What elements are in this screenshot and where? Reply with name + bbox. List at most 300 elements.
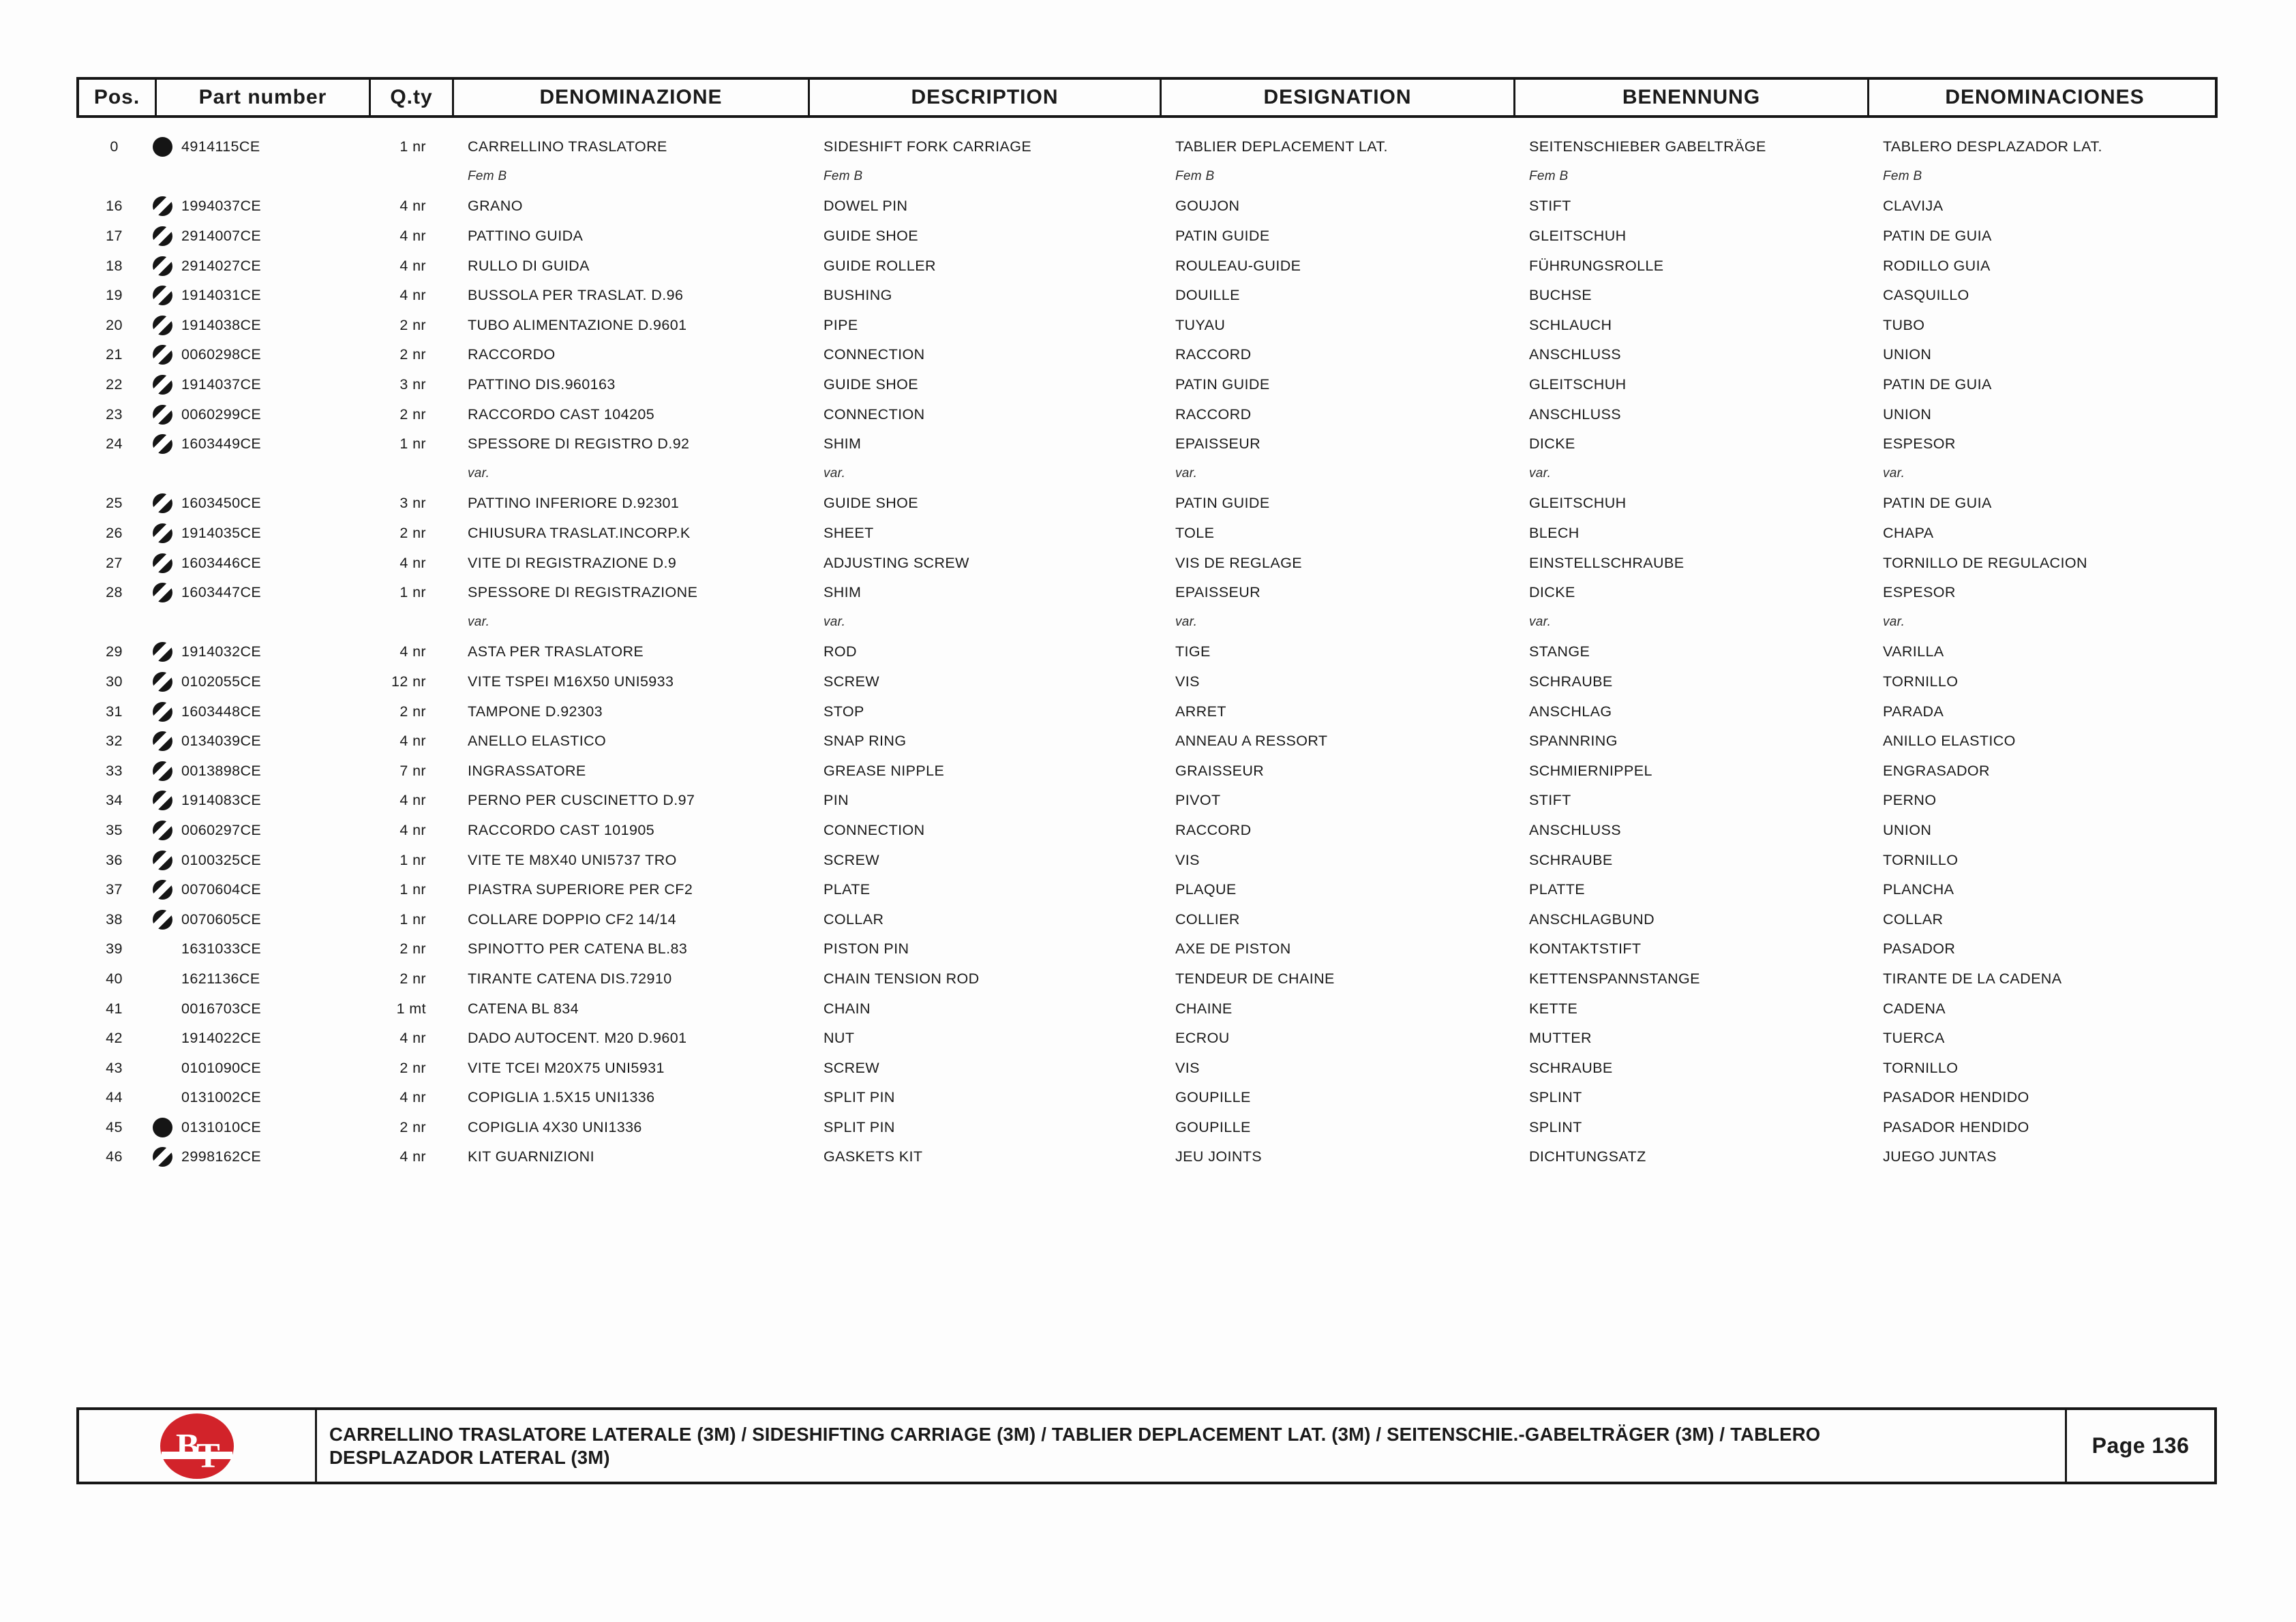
row-name-german: SCHMIERNIPPEL [1529,762,1652,779]
table-row [76,1024,2218,1054]
row-name-french: TUYAU [1175,316,1226,333]
part-number-text: 1603448CE [181,703,262,720]
row-pos: 0 [110,138,119,155]
row-part-number [152,1118,366,1137]
table-row [76,251,2218,281]
part-number-text: 0060299CE [181,406,262,423]
row-name-italian: COPIGLIA 1.5X15 UNI1336 [468,1089,655,1106]
row-qty: 4 nr [399,792,426,809]
row-name-english: NUT [824,1030,855,1047]
row-pos: 40 [106,970,123,987]
row-name-french: RACCORD [1175,406,1252,423]
slashed-circle-icon [153,405,172,425]
slashed-circle-icon [153,523,172,543]
row-pos: 32 [106,733,123,750]
row-part-number [152,196,366,216]
table-row [76,399,2218,429]
row-name-english: GASKETS KIT [824,1148,923,1165]
slashed-circle-icon [153,1147,172,1167]
row-qty: 2 nr [399,406,426,423]
row-qty: 2 nr [399,1118,426,1135]
row-name-italian: TIRANTE CATENA DIS.72910 [468,970,672,987]
part-number-text: 0101090CE [181,1059,262,1076]
part-number-text: 1914037CE [181,376,262,393]
row-pos: 35 [106,821,123,838]
row-pos: 45 [106,1118,123,1135]
row-qty: 4 nr [399,287,426,304]
row-name-english: SCREW [824,1059,880,1076]
row-name-french: JEU JOINTS [1175,1148,1263,1165]
row-pos: 22 [106,376,123,393]
row-pos: 33 [106,762,123,779]
part-number-text: 0013898CE [181,762,262,779]
column-header-denominazione: DENOMINAZIONE [452,80,808,115]
row-name-spanish: PERNO [1883,792,1937,809]
row-name-italian: PATTINO DIS.960163 [468,376,616,393]
row-name-french: RACCORD [1175,821,1252,838]
row-name-english: CONNECTION [824,821,925,838]
slashed-circle-icon [153,434,172,454]
row-qty: 4 nr [399,257,426,274]
row-name-italian: RACCORDO CAST 104205 [468,406,655,423]
row-name-german: MUTTER [1529,1030,1592,1047]
row-name-english: SHIM [824,584,862,601]
row-name-german: EINSTELLSCHRAUBE [1529,554,1685,571]
row-name-german: PLATTE [1529,881,1586,898]
row-name-french: PATIN GUIDE [1175,376,1270,393]
table-note-row [76,162,2218,192]
table-row [76,816,2218,846]
row-qty: 1 nr [399,881,426,898]
row-name-english: GREASE NIPPLE [824,762,945,779]
table-row [76,667,2218,697]
part-number-text: 1631033CE [181,940,262,958]
row-name-italian: CATENA BL 834 [468,1000,579,1017]
row-part-number [152,910,366,930]
slashed-circle-icon [153,672,172,692]
slashed-circle-icon [153,286,172,305]
row-name-italian: KIT GUARNIZIONI [468,1148,594,1165]
row-name-french: VIS [1175,851,1200,868]
table-note-row [76,459,2218,489]
row-name-english: PISTON PIN [824,940,909,958]
row-part-number [152,286,366,305]
row-pos: 38 [106,911,123,928]
row-name-french: COLLIER [1175,911,1240,928]
table-row [76,519,2218,549]
parts-table-header [76,77,2218,118]
part-number-text: 1914038CE [181,316,262,333]
row-part-number [152,434,366,454]
table-row [76,1113,2218,1143]
note-spanish: var. [1883,615,1905,630]
row-part-number [152,939,366,959]
row-name-french: EPAISSEUR [1175,584,1261,601]
row-name-french: ECROU [1175,1030,1230,1047]
row-name-french: CHAINE [1175,1000,1233,1017]
row-name-german: DICKE [1529,435,1575,453]
row-part-number [152,1058,366,1078]
row-part-number [152,493,366,513]
row-pos: 17 [106,228,123,245]
row-name-english: STOP [824,703,864,720]
row-qty: 1 nr [399,584,426,601]
parts-table-body [76,132,2218,1172]
slashed-circle-icon [153,256,172,276]
row-name-italian: BUSSOLA PER TRASLAT. D.96 [468,287,684,304]
slashed-circle-icon [153,702,172,722]
slashed-circle-icon [153,196,172,216]
row-pos: 43 [106,1059,123,1076]
row-name-italian: INGRASSATORE [468,762,586,779]
note-french: var. [1175,615,1198,630]
row-qty: 4 nr [399,1148,426,1165]
part-number-text: 1994037CE [181,198,262,215]
slashed-circle-icon [153,493,172,513]
row-name-german: ANSCHLAGBUND [1529,911,1655,928]
part-number-text: 0100325CE [181,851,262,868]
row-name-spanish: UNION [1883,406,1932,423]
part-number-text: 0131010CE [181,1118,262,1135]
row-name-french: ANNEAU A RESSORT [1175,733,1328,750]
table-row [76,875,2218,905]
part-number-text: 1914035CE [181,525,262,542]
row-name-german: ANSCHLAG [1529,703,1612,720]
row-name-french: TIGE [1175,643,1211,660]
row-qty: 4 nr [399,1030,426,1047]
row-qty: 3 nr [399,495,426,512]
row-pos: 46 [106,1148,123,1165]
footer-title [317,1410,2067,1482]
row-name-german: GLEITSCHUH [1529,495,1627,512]
page-number: Page 136 [2091,1433,2190,1458]
row-name-german: SCHRAUBE [1529,851,1613,868]
slashed-circle-icon [153,642,172,662]
row-name-english: GUIDE ROLLER [824,257,936,274]
row-name-spanish: ENGRASADOR [1883,762,1990,779]
row-name-english: SPLIT PIN [824,1089,895,1106]
row-pos: 27 [106,554,123,571]
row-part-number [152,761,366,781]
row-name-german: ANSCHLUSS [1529,821,1622,838]
table-row [76,340,2218,370]
table-row [76,548,2218,578]
row-qty: 4 nr [399,198,426,215]
part-number-text: 2914027CE [181,257,262,274]
table-note-row [76,608,2218,638]
row-name-english: BUSHING [824,287,892,304]
row-part-number [152,999,366,1019]
row-name-french: TENDEUR DE CHAINE [1175,970,1335,987]
slashed-circle-icon [153,791,172,810]
row-name-german: SPLINT [1529,1089,1582,1106]
row-name-english: SHEET [824,525,874,542]
note-german: var. [1529,466,1552,481]
row-name-german: GLEITSCHUH [1529,228,1627,245]
table-row [76,429,2218,459]
part-number-text: 1914022CE [181,1030,262,1047]
row-name-french: PATIN GUIDE [1175,228,1270,245]
row-name-spanish: ANILLO ELASTICO [1883,733,2016,750]
row-name-italian: PERNO PER CUSCINETTO D.97 [468,792,695,809]
table-row [76,697,2218,726]
row-name-french: RACCORD [1175,346,1252,363]
row-name-english: ROD [824,643,857,660]
row-name-spanish: TORNILLO [1883,851,1959,868]
note-spanish: Fem B [1883,169,1922,184]
table-row [76,1083,2218,1113]
row-name-french: ROULEAU-GUIDE [1175,257,1301,274]
part-number-text: 0134039CE [181,733,262,750]
note-italian: var. [468,466,490,481]
row-name-english: SPLIT PIN [824,1118,895,1135]
row-qty: 2 nr [399,703,426,720]
row-qty: 4 nr [399,733,426,750]
row-name-french: GOUPILLE [1175,1089,1251,1106]
note-german: var. [1529,615,1552,630]
row-name-french: EPAISSEUR [1175,435,1261,453]
column-header-designation: DESIGNATION [1160,80,1513,115]
column-header-part-number: Part number [155,80,369,115]
row-name-spanish: PARADA [1883,703,1944,720]
row-part-number [152,1147,366,1167]
slashed-circle-icon [153,821,172,840]
row-pos: 28 [106,584,123,601]
row-part-number [152,405,366,425]
row-name-spanish: ESPESOR [1883,584,1956,601]
row-qty: 3 nr [399,376,426,393]
table-row [76,1053,2218,1083]
row-name-french: GRAISSEUR [1175,762,1265,779]
svg-text:B: B [176,1426,200,1466]
slashed-circle-icon [153,583,172,602]
slashed-circle-icon [153,761,172,781]
row-name-italian: PATTINO INFERIORE D.92301 [468,495,680,512]
row-name-spanish: PASADOR HENDIDO [1883,1118,2029,1135]
row-name-italian: RULLO DI GUIDA [468,257,590,274]
row-pos: 41 [106,1000,123,1017]
row-name-english: COLLAR [824,911,884,928]
row-name-spanish: CASQUILLO [1883,287,1969,304]
row-name-spanish: TUBO [1883,316,1925,333]
row-name-spanish: VARILLA [1883,643,1944,660]
row-name-german: KONTAKTSTIFT [1529,940,1642,958]
row-pos: 18 [106,257,123,274]
table-row [76,726,2218,756]
row-name-french: PIVOT [1175,792,1221,809]
table-row [76,756,2218,786]
row-part-number [152,137,366,157]
row-name-german: DICHTUNGSATZ [1529,1148,1646,1165]
row-name-spanish: PASADOR HENDIDO [1883,1089,2029,1106]
slashed-circle-icon [153,375,172,395]
footer-title-line1: CARRELLINO TRASLATORE LATERALE (3M) / SIDESHIFTING CARRIAGE (3M) / TABLIER DEPLACEMENT LAT. (3M) / SEITENSCHIE.-GABELTRÄGER (3M) / TABLERO [329,1423,1821,1445]
row-name-spanish: TORNILLO DE REGULACION [1883,554,2087,571]
slashed-circle-icon [153,316,172,335]
footer-title-line2: DESPLAZADOR LATERAL (3M) [329,1446,610,1468]
column-header-qty: Q.ty [369,80,452,115]
row-part-number [152,880,366,900]
row-name-english: CHAIN [824,1000,871,1017]
row-name-french: DOUILLE [1175,287,1240,304]
row-name-italian: COLLARE DOPPIO CF2 14/14 [468,911,676,928]
row-name-english: DOWEL PIN [824,198,908,215]
row-pos: 30 [106,673,123,690]
row-name-french: PATIN GUIDE [1175,495,1270,512]
row-name-italian: COPIGLIA 4X30 UNI1336 [468,1118,642,1135]
row-name-german: GLEITSCHUH [1529,376,1627,393]
column-header-benennung: BENENNUNG [1513,80,1867,115]
row-pos: 25 [106,495,123,512]
row-name-english: CONNECTION [824,406,925,423]
row-part-number [152,702,366,722]
row-name-english: PIPE [824,316,858,333]
row-name-spanish: TABLERO DESPLAZADOR LAT. [1883,138,2102,155]
row-name-spanish: PLANCHA [1883,881,1954,898]
table-row [76,192,2218,221]
row-name-english: SHIM [824,435,862,453]
row-pos: 26 [106,525,123,542]
row-pos: 36 [106,851,123,868]
row-name-french: GOUJON [1175,198,1240,215]
row-name-spanish: ESPESOR [1883,435,1956,453]
table-row [76,637,2218,667]
slashed-circle-icon [153,880,172,900]
row-name-italian: SPESSORE DI REGISTRO D.92 [468,435,690,453]
row-part-number [152,553,366,573]
row-part-number [152,316,366,335]
row-pos: 29 [106,643,123,660]
row-part-number [152,345,366,365]
row-name-italian: TAMPONE D.92303 [468,703,603,720]
row-name-spanish: PASADOR [1883,940,1956,958]
row-name-german: SCHRAUBE [1529,673,1613,690]
row-part-number [152,375,366,395]
row-name-spanish: PATIN DE GUIA [1883,376,1992,393]
table-row [76,934,2218,964]
row-name-spanish: TIRANTE DE LA CADENA [1883,970,2062,987]
row-qty: 2 nr [399,346,426,363]
row-part-number [152,672,366,692]
row-name-french: TABLIER DEPLACEMENT LAT. [1175,138,1388,155]
table-row [76,281,2218,311]
part-number-text: 1914083CE [181,792,262,809]
row-pos: 37 [106,881,123,898]
row-pos: 39 [106,940,123,958]
row-name-german: FÜHRUNGSROLLE [1529,257,1664,274]
row-name-english: PLATE [824,881,871,898]
row-name-italian: TUBO ALIMENTAZIONE D.9601 [468,316,687,333]
row-name-english: SCREW [824,673,880,690]
row-qty: 12 nr [391,673,426,690]
row-name-italian: ASTA PER TRASLATORE [468,643,644,660]
row-name-spanish: JUEGO JUNTAS [1883,1148,1997,1165]
table-row [76,311,2218,341]
row-qty: 1 nr [399,435,426,453]
row-part-number [152,731,366,751]
row-name-english: GUIDE SHOE [824,228,918,245]
part-number-text: 0070604CE [181,881,262,898]
row-pos: 20 [106,316,123,333]
row-part-number [152,642,366,662]
row-name-italian: VITE DI REGISTRAZIONE D.9 [468,554,677,571]
row-name-italian: PATTINO GUIDA [468,228,584,245]
row-pos: 44 [106,1089,123,1106]
row-name-italian: ANELLO ELASTICO [468,733,607,750]
table-row [76,904,2218,934]
row-qty: 4 nr [399,554,426,571]
row-part-number [152,583,366,602]
table-row [76,489,2218,519]
row-name-spanish: RODILLO GUIA [1883,257,1991,274]
row-name-german: SPANNRING [1529,733,1618,750]
row-name-italian: SPINOTTO PER CATENA BL.83 [468,940,688,958]
row-qty: 4 nr [399,821,426,838]
note-italian: Fem B [468,169,507,184]
table-row [76,994,2218,1024]
row-part-number [152,1088,366,1107]
slashed-circle-icon [153,910,172,930]
table-row [76,1142,2218,1172]
footer-logo-cell [79,1410,317,1482]
row-name-french: VIS [1175,673,1200,690]
column-header-denominaciones: DENOMINACIONES [1867,80,2220,115]
row-name-spanish: CADENA [1883,1000,1946,1017]
row-qty: 2 nr [399,525,426,542]
row-name-italian: RACCORDO CAST 101905 [468,821,655,838]
row-name-english: CONNECTION [824,346,925,363]
row-name-spanish: CHAPA [1883,525,1934,542]
row-name-german: SEITENSCHIEBER GABELTRÄGE [1529,138,1766,155]
row-name-spanish: TORNILLO [1883,673,1959,690]
row-qty: 4 nr [399,1089,426,1106]
row-name-italian: DADO AUTOCENT. M20 D.9601 [468,1030,687,1047]
row-qty: 2 nr [399,940,426,958]
part-number-text: 4914115CE [181,138,260,155]
row-name-french: VIS DE REGLAGE [1175,554,1303,571]
row-name-german: BUCHSE [1529,287,1592,304]
part-number-text: 0060298CE [181,346,262,363]
row-part-number [152,226,366,246]
table-row [76,786,2218,816]
row-qty: 1 mt [396,1000,426,1017]
row-name-italian: VITE TSPEI M16X50 UNI5933 [468,673,674,690]
row-name-german: SPLINT [1529,1118,1582,1135]
part-number-text: 2998162CE [181,1148,262,1165]
row-name-spanish: UNION [1883,346,1932,363]
slashed-circle-icon [153,553,172,573]
row-name-spanish: PATIN DE GUIA [1883,495,1992,512]
row-name-italian: GRANO [468,198,523,215]
row-name-spanish: COLLAR [1883,911,1944,928]
slashed-circle-icon [153,851,172,870]
row-name-german: STIFT [1529,198,1571,215]
row-name-english: SNAP RING [824,733,907,750]
row-pos: 16 [106,198,123,215]
part-number-text: 0131002CE [181,1089,262,1106]
table-row [76,132,2218,162]
row-name-italian: SPESSORE DI REGISTRAZIONE [468,584,698,601]
row-name-italian: CARRELLINO TRASLATORE [468,138,667,155]
row-pos: 21 [106,346,123,363]
row-name-german: ANSCHLUSS [1529,346,1622,363]
row-pos: 19 [106,287,123,304]
row-name-german: KETTENSPANNSTANGE [1529,970,1700,987]
column-header-pos: Pos. [93,86,140,108]
row-name-italian: RACCORDO [468,346,556,363]
part-number-text: 1603447CE [181,584,262,601]
row-name-german: STANGE [1529,643,1590,660]
